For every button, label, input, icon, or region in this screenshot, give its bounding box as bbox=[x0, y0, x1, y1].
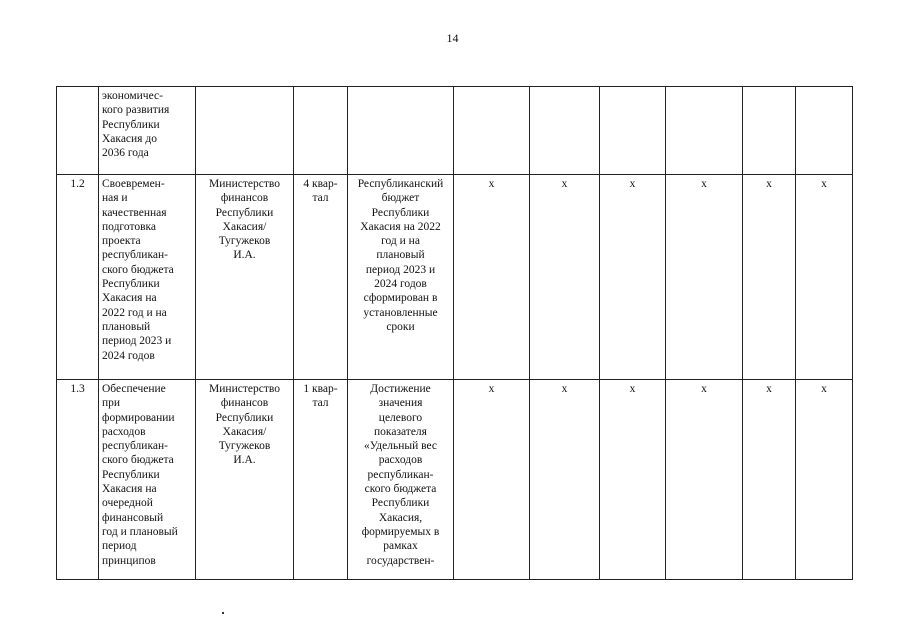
mark-cell: x bbox=[530, 380, 600, 580]
mark-cell: x bbox=[796, 380, 853, 580]
responsible-cell: Министерство финансов Республики Хакасия/ Тугужеков И.А. bbox=[196, 175, 294, 380]
mark-cell: x bbox=[743, 380, 796, 580]
mark-cell: x bbox=[454, 175, 530, 380]
term-cell bbox=[294, 87, 348, 175]
mark-cell: x bbox=[530, 175, 600, 380]
mark-cell: x bbox=[600, 380, 666, 580]
mark-cell bbox=[666, 87, 743, 175]
table-row bbox=[57, 87, 853, 175]
mark-cell: x bbox=[796, 175, 853, 380]
activity-name-cell: Обеспечение при формировании расходов республикан- ского бюджета Республики Хакасия на очередной финансовый год и плановый период принципов bbox=[99, 380, 196, 580]
plan-table bbox=[56, 86, 853, 580]
mark-cell: x bbox=[454, 380, 530, 580]
result-cell: Достижение значения целевого показателя «Удельный вес расходов республикан- ского бюджета Республики Хакасия, формируемых в рамках государствен- bbox=[348, 380, 454, 580]
result-cell: Республиканский бюджет Республики Хакасия на 2022 год и на плановый период 2023 и 2024 годов сформирован в установленные сроки bbox=[348, 175, 454, 380]
plan-table-body bbox=[57, 87, 853, 580]
mark-cell bbox=[600, 87, 666, 175]
mark-cell bbox=[530, 87, 600, 175]
mark-cell bbox=[454, 87, 530, 175]
responsible-cell: Министерство финансов Республики Хакасия/ Тугужеков И.А. bbox=[196, 380, 294, 580]
mark-cell bbox=[796, 87, 853, 175]
result-cell bbox=[348, 87, 454, 175]
activity-name-cell: экономичес- кого развития Республики Хакасия до 2036 года bbox=[99, 87, 196, 175]
page-number: 14 bbox=[446, 31, 459, 45]
page-mark bbox=[222, 612, 224, 614]
row-number-cell: 1.2 bbox=[57, 175, 99, 380]
table-row bbox=[57, 380, 853, 580]
term-cell: 4 квар- тал bbox=[294, 175, 348, 380]
term-cell: 1 квар- тал bbox=[294, 380, 348, 580]
table-row bbox=[57, 175, 853, 380]
mark-cell: x bbox=[666, 175, 743, 380]
activity-name-cell: Своевремен- ная и качественная подготовка проекта республикан- ского бюджета Республики Хакасия на 2022 год и на плановый период 2023 и 2024 годов bbox=[99, 175, 196, 380]
mark-cell: x bbox=[666, 380, 743, 580]
row-number-cell: 1.3 bbox=[57, 380, 99, 580]
mark-cell bbox=[743, 87, 796, 175]
row-number-cell bbox=[57, 87, 99, 175]
responsible-cell bbox=[196, 87, 294, 175]
mark-cell: x bbox=[600, 175, 666, 380]
mark-cell: x bbox=[743, 175, 796, 380]
